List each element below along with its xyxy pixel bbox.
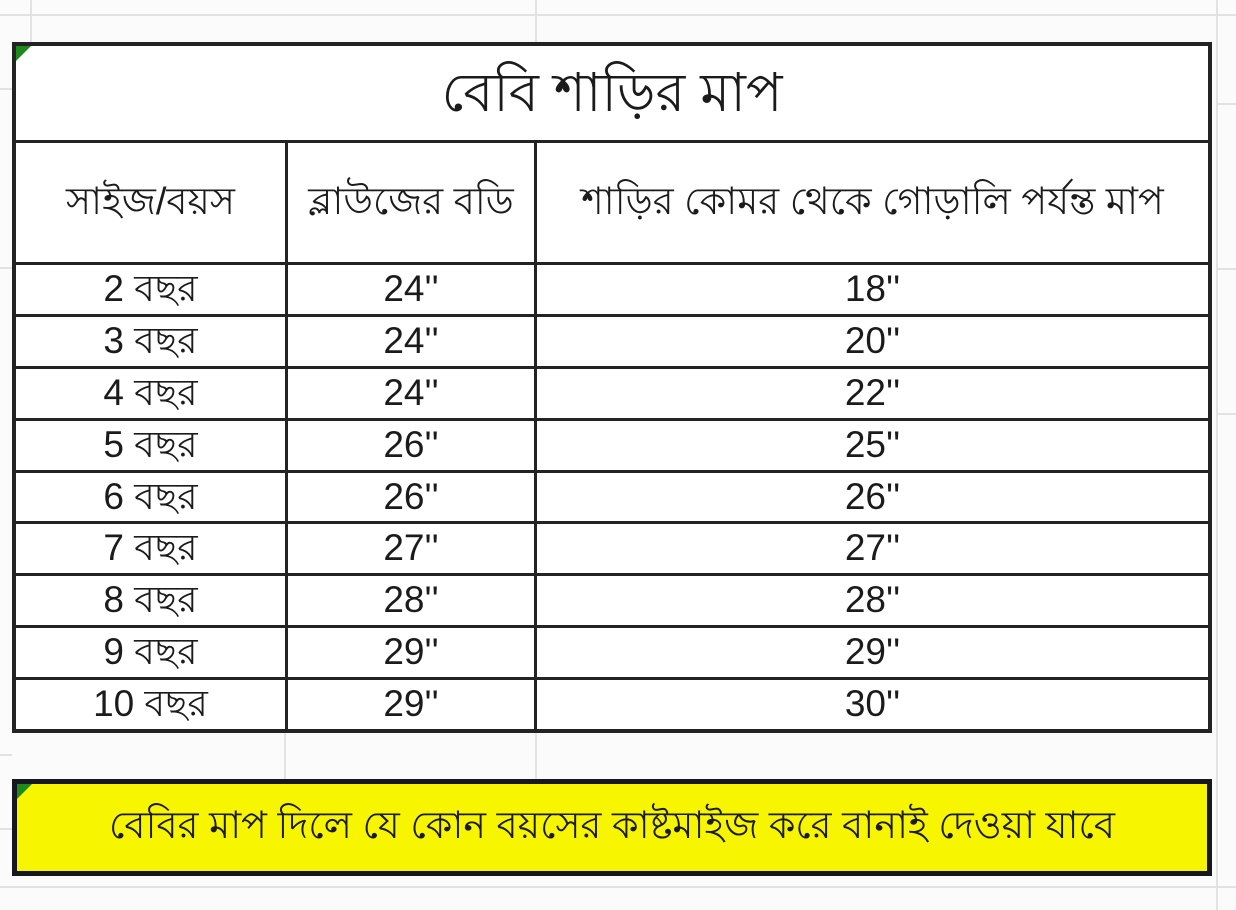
blouse-cell[interactable]	[285, 418, 534, 470]
gridline	[0, 267, 12, 269]
saree-value: 22''	[844, 371, 901, 413]
age-cell[interactable]	[16, 366, 285, 418]
blouse-cell[interactable]	[285, 366, 534, 418]
age-value: 3 বছর	[103, 319, 198, 361]
blouse-cell[interactable]	[285, 625, 534, 677]
saree-cell[interactable]	[534, 418, 1208, 470]
gridline	[0, 88, 12, 90]
saree-value: 25''	[844, 423, 901, 465]
gridline	[535, 733, 537, 779]
saree-cell[interactable]	[534, 262, 1208, 314]
custom-order-banner[interactable]	[12, 779, 1212, 876]
gridline	[1216, 103, 1236, 105]
blouse-cell[interactable]	[285, 677, 534, 729]
age-cell[interactable]	[16, 677, 285, 729]
blouse-cell[interactable]	[285, 521, 534, 573]
size-chart-table	[12, 42, 1212, 733]
cell-error-marker-icon	[17, 784, 32, 799]
age-value: 9 বছর	[103, 631, 198, 673]
age-cell[interactable]	[16, 521, 285, 573]
blouse-cell[interactable]	[285, 314, 534, 366]
blouse-value: 24''	[383, 319, 439, 361]
table-title-cell[interactable]	[16, 46, 1208, 140]
blouse-cell[interactable]	[285, 573, 534, 625]
blouse-value: 26''	[383, 475, 439, 517]
age-cell[interactable]	[16, 573, 285, 625]
blouse-value: 29''	[383, 683, 439, 725]
blouse-value: 28''	[383, 579, 439, 621]
saree-cell[interactable]	[534, 314, 1208, 366]
column-header-label: শাড়ির কোমর থেকে গোড়ালি পর্যন্ত মাপ	[581, 180, 1164, 223]
gridline	[0, 886, 1236, 888]
cell-error-marker-icon	[16, 46, 31, 61]
gridline	[0, 14, 1236, 16]
column-header-saree-length[interactable]	[534, 140, 1208, 262]
age-cell[interactable]	[16, 470, 285, 522]
blouse-value: 24''	[383, 268, 439, 310]
saree-cell[interactable]	[534, 677, 1208, 729]
saree-value: 26''	[844, 475, 901, 517]
blouse-value: 29''	[383, 631, 439, 673]
blouse-value: 26''	[383, 423, 439, 465]
saree-value: 30''	[844, 683, 901, 725]
gridline	[535, 0, 537, 42]
saree-value: 29''	[844, 631, 901, 673]
table-title: বেবি শাড়ির মাপ	[441, 62, 783, 123]
column-header-blouse-body[interactable]	[285, 140, 534, 262]
age-cell[interactable]	[16, 625, 285, 677]
saree-value: 18''	[844, 268, 901, 310]
gridline	[1216, 268, 1236, 270]
age-value: 6 বছর	[103, 475, 198, 517]
gridline	[284, 733, 286, 779]
saree-cell[interactable]	[534, 521, 1208, 573]
saree-cell[interactable]	[534, 573, 1208, 625]
blouse-value: 27''	[383, 527, 439, 569]
age-value: 10 বছর	[93, 683, 208, 725]
blouse-value: 24''	[383, 371, 439, 413]
age-value: 7 বছর	[103, 527, 198, 569]
age-value: 4 বছর	[103, 371, 198, 413]
blouse-cell[interactable]	[285, 262, 534, 314]
gridline	[0, 828, 12, 830]
age-cell[interactable]	[16, 314, 285, 366]
gridline	[1216, 413, 1236, 415]
saree-cell[interactable]	[534, 366, 1208, 418]
column-header-size-age[interactable]	[16, 140, 285, 262]
saree-cell[interactable]	[534, 625, 1208, 677]
age-value: 5 বছর	[103, 423, 198, 465]
column-header-label: ব্লাউজের বডি	[308, 180, 514, 223]
age-value: 2 বছর	[103, 268, 198, 310]
age-value: 8 বছর	[103, 579, 198, 621]
saree-value: 27''	[844, 527, 901, 569]
saree-value: 28''	[844, 579, 901, 621]
blouse-cell[interactable]	[285, 470, 534, 522]
age-cell[interactable]	[16, 418, 285, 470]
column-header-label: সাইজ/বয়স	[65, 180, 236, 223]
banner-text: বেবির মাপ দিলে যে কোন বয়সের কাষ্টমাইজ করে বানাই দেওয়া যাবে	[109, 804, 1115, 847]
age-cell[interactable]	[16, 262, 285, 314]
gridline	[30, 0, 32, 42]
gridline	[0, 754, 12, 756]
gridline	[1216, 0, 1218, 910]
saree-cell[interactable]	[534, 470, 1208, 522]
saree-value: 20''	[844, 319, 901, 361]
